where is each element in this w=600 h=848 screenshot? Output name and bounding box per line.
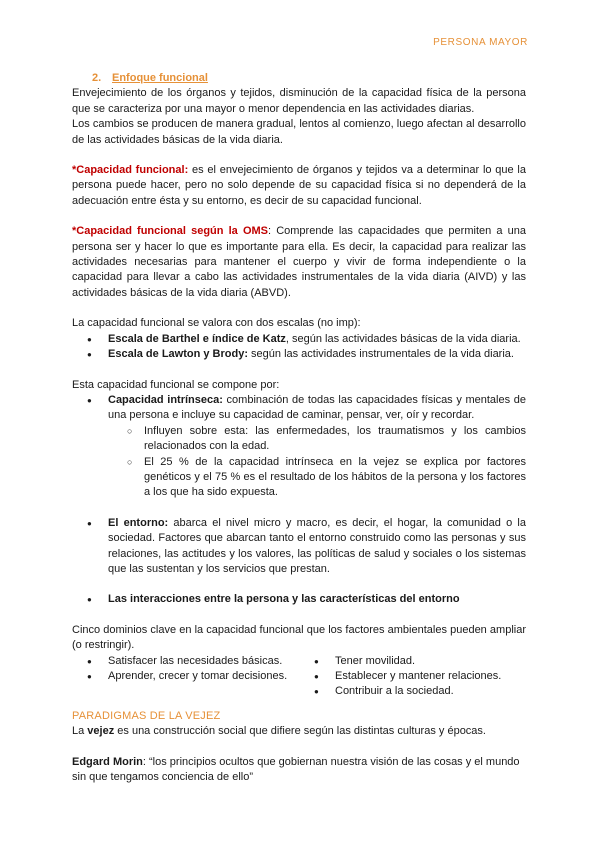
- list-item: ● Escala de Lawton y Brody: según las actividades instrumentales de la vida diaria.: [72, 347, 526, 362]
- sub-list-item: ○ El 25 % de la capacidad intrínseca en la vejez se explica por factores genéticos y el 75 % es el resultado de los hábitos de la persona y los factores a los que ha sido expuesta.: [72, 455, 526, 501]
- section-number: 2.: [92, 72, 102, 84]
- page-header: PERSONA MAYOR: [433, 37, 528, 48]
- document-body: [72, 71, 526, 785]
- list-item: ● Las interacciones entre la persona y las características del entorno: [72, 592, 526, 607]
- capacidad-funcional-paragraph: *Capacidad funcional: es el envejecimiento de órganos y tejidos va a determinar lo que la persona puede hacer, pero no solo depende de su capacidad física si no dependerá de la adecuación entre ésta y su entorno, es decir de su capacidad funcional.: [72, 164, 526, 207]
- list-item: ● El entorno: abarca el nivel micro y macro, es decir, el hogar, la comunidad o la sociedad. Factores que abarcan tanto el entorno construido como las personas y sus relaciones, las actitudes y los valores, las políticas de salud y sociales o los sistemas que las sustentan y los servicios que prestan.: [72, 516, 526, 578]
- list-item: ● Escala de Barthel e índice de Katz, según las actividades básicas de la vida diaria.: [72, 332, 526, 347]
- changes-paragraph: Los cambios se producen de manera gradual, lentos al comienzo, luego afectan al desarrollo de las actividades básicas de la vida diaria.: [72, 118, 526, 146]
- list-item: ● Contribuir a la sociedad.: [299, 684, 526, 699]
- dominios-intro: Cinco dominios clave en la capacidad funcional que los factores ambientales pueden ampliar (o restringir).: [72, 623, 526, 652]
- section-heading: [72, 71, 526, 86]
- section-title: Enfoque funcional: [112, 72, 208, 84]
- paradigmas-heading: PARADIGMAS DE LA VEJEZ: [72, 709, 221, 722]
- intro-paragraph: Envejecimiento de los órganos y tejidos, disminución de la capacidad física de la persona que se caracteriza por una mayor o menor dependencia en las actividades diarias.: [72, 87, 526, 115]
- morin-paragraph: Edgard Morin: “los principios ocultos que gobiernan nuestra visión de las cosas y el mundo sin que tengamos conciencia de ello”: [72, 755, 520, 784]
- oms-term: *Capacidad funcional según la OMS: [72, 225, 268, 238]
- escalas-intro: La capacidad funcional se valora con dos escalas (no imp):: [72, 317, 361, 330]
- vejez-paragraph: La vejez es una construcción social que difiere según las distintas culturas y épocas.: [72, 725, 486, 738]
- sub-list-item: ○ Influyen sobre esta: las enfermedades, los traumatismos y los cambios relacionados con la edad.: [72, 424, 526, 455]
- list-item: ● Establecer y mantener relaciones.: [299, 669, 526, 684]
- list-item: ● Aprender, crecer y tomar decisiones.: [72, 669, 299, 684]
- componentes-list: [72, 393, 526, 501]
- capacidad-term: *Capacidad funcional:: [72, 164, 189, 177]
- escalas-list: [72, 332, 526, 363]
- list-item: ● Tener movilidad.: [299, 654, 526, 669]
- oms-paragraph: *Capacidad funcional según la OMS: Comprende las capacidades que permiten a una persona ser y hacer lo que es importante para ella. Es decir, la capacidad para realizar las actividades necesarias para mantener el cuerpo y vivir de forma independiente o la capacidad para llevar a cabo las actividades instrumentales de la vida diaria (AIVD) y las actividades básicas de la vida diaria (ABVD).: [72, 225, 526, 299]
- compone-intro: Esta capacidad funcional se compone por:: [72, 378, 280, 391]
- dominios-columns: [72, 654, 526, 700]
- list-item: ● Satisfacer las necesidades básicas.: [72, 654, 299, 669]
- list-item: ● Capacidad intrínseca: combinación de todas las capacidades físicas y mentales de una persona e incluye su capacidad de caminar, pensar, ver, oír y recordar.: [72, 393, 526, 424]
